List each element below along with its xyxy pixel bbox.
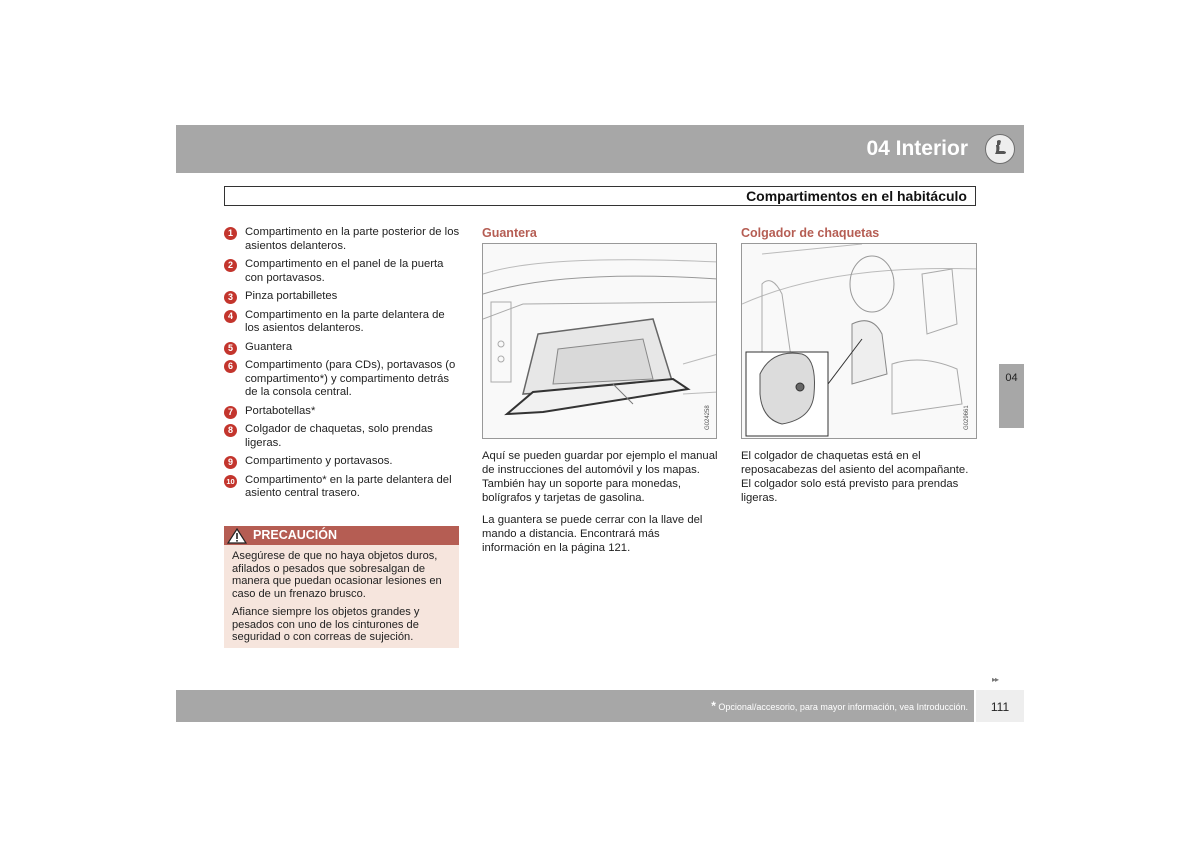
footnote-star: *: [711, 699, 716, 713]
number-badge: 9: [224, 456, 237, 469]
list-item: [224, 341, 460, 355]
page-number: 111: [990, 700, 1010, 714]
coat-hook-text: [741, 449, 977, 513]
number-badge: 8: [224, 424, 237, 437]
section-title: Compartimentos en el habitáculo: [746, 188, 967, 204]
list-item-text: Compartimento* en la parte delantera del asiento central trasero.: [245, 473, 452, 499]
warning-title: PRECAUCIÓN: [253, 528, 338, 542]
list-item-text: Compartimento en la parte delantera de los asientos delanteros.: [245, 308, 445, 334]
paragraph: El colgador de chaquetas está en el reposacabezas del asiento del acompañante. El colgador solo está previsto para prendas ligeras.: [741, 450, 969, 504]
list-item: [224, 258, 460, 285]
list-item-text: Guantera: [245, 340, 293, 353]
coat-hook-heading: Colgador de chaquetas: [741, 226, 880, 240]
page-number-box: [976, 690, 1024, 722]
glovebox-text: [482, 449, 718, 563]
coat-hook-illustration: [741, 243, 977, 439]
number-badge: 5: [224, 342, 237, 355]
number-badge: 10: [224, 475, 237, 488]
warning-header: [224, 526, 459, 545]
list-item: [224, 455, 460, 469]
footnote-text: Opcional/accesorio, para mayor información, vea Introducción.: [715, 702, 968, 712]
side-tab-label: 04: [1005, 372, 1018, 384]
warning-box: [224, 526, 459, 648]
list-item: [224, 226, 460, 253]
list-item-text: Compartimento en la parte posterior de los asientos delanteros.: [245, 226, 460, 252]
list-item: [224, 290, 460, 304]
glovebox-illustration: [482, 243, 717, 439]
warning-text: [232, 550, 452, 644]
list-item-text: Colgador de chaquetas, solo prendas ligeras.: [245, 423, 433, 449]
chapter-side-tab: [999, 364, 1024, 428]
chapter-header: [176, 125, 1024, 173]
figure-code: G024258: [705, 405, 711, 430]
warning-triangle-icon: [227, 528, 247, 544]
footnote: [711, 690, 968, 724]
warning-paragraph: Asegúrese de que no haya objetos duros, afilados o pesados que sobresalgan de manera que puedan ocasionar lesiones en caso de un frenazo brusco.: [232, 550, 442, 600]
seat-icon: [985, 134, 1015, 164]
number-badge: 6: [224, 360, 237, 373]
footer-band: [176, 690, 974, 722]
list-item: [224, 359, 460, 400]
continue-arrows-icon: ▸▸: [992, 675, 999, 684]
list-item-text: Portabotellas*: [245, 404, 316, 417]
number-badge: 4: [224, 310, 237, 323]
number-badge: 3: [224, 291, 237, 304]
number-badge: 7: [224, 406, 237, 419]
number-badge: 2: [224, 259, 237, 272]
list-item: [224, 423, 460, 450]
list-item-text: Compartimento y portavasos.: [245, 455, 393, 467]
chapter-title: 04 Interior: [866, 137, 968, 160]
figure-code: G029661: [964, 405, 970, 430]
list-item: [224, 309, 460, 336]
list-item-text: Compartimento (para CDs), portavasos (o compartimento*) y compartimento detrás de la consola central.: [245, 359, 456, 398]
list-item-text: Pinza portabilletes: [245, 290, 338, 302]
list-item-text: Compartimento en el panel de la puerta con portavasos.: [245, 258, 444, 284]
section-bar: [224, 186, 976, 206]
compartment-list: [224, 226, 460, 506]
number-badge: 1: [224, 227, 237, 240]
list-item: [224, 474, 460, 501]
list-item: [224, 405, 460, 419]
warning-paragraph: Afiance siempre los objetos grandes y pesados con uno de los cinturones de seguridad o con correas de sujeción.: [232, 606, 420, 643]
paragraph: La guantera se puede cerrar con la llave del mando a distancia. Encontrará más información en la página 121.: [482, 514, 703, 554]
paragraph: Aquí se pueden guardar por ejemplo el manual de instrucciones del automóvil y los mapas. También hay un soporte para monedas, bolígrafos y tarjetas de gasolina.: [482, 450, 718, 504]
glovebox-heading: Guantera: [482, 226, 537, 240]
